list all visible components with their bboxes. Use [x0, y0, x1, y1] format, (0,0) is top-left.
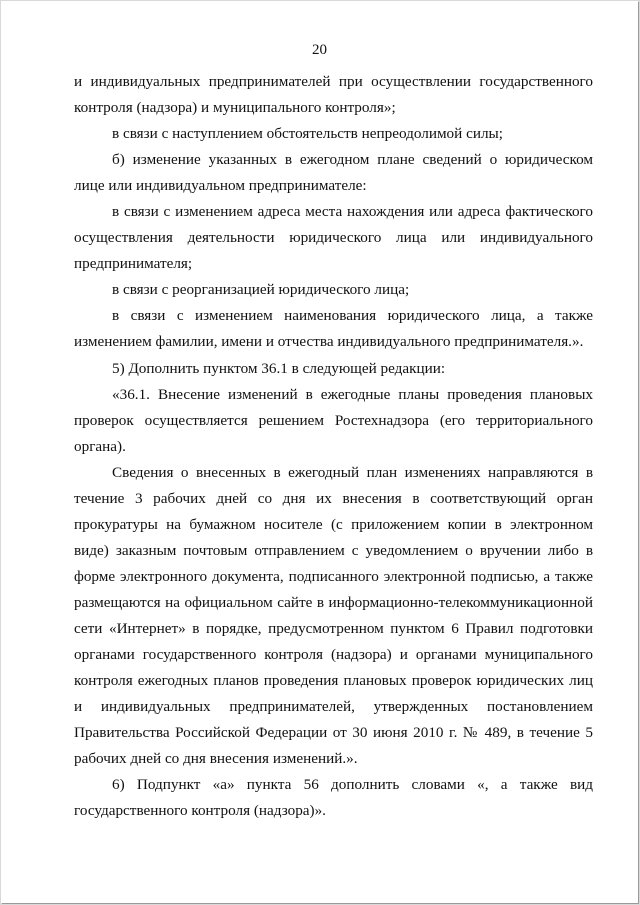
document-page — [1, 1, 638, 903]
paragraph-6: в связи с изменением наименования юридического лица, а также изменением фамилии, имени и отчества индивидуального предпринимателя.». — [74, 307, 593, 351]
document-body — [74, 69, 593, 824]
paragraph-5: в связи с реорганизацией юридического лица; — [112, 281, 410, 299]
paragraph-8: «36.1. Внесение изменений в ежегодные планы проведения плановых проверок осуществляется решением Ростехнадзора (его территориального органа). — [74, 385, 593, 455]
paragraph-10: 6) Подпункт «а» пункта 56 дополнить словами «, а также вид государственного контроля (надзора)». — [74, 775, 593, 819]
paragraph-4: в связи с изменением адреса места нахождения или адреса фактического осуществления деятельности юридического лица или индивидуального предпринимателя; — [74, 203, 593, 273]
paragraph-9: Сведения о внесенных в ежегодный план изменениях направляются в течение 3 рабочих дней со дня их внесения в соответствующий орган прокуратуры на бумажном носителе (с приложением копии в электронном виде) заказным почтовым отправлением с уведомлением о вручении либо в форме электронного документа, подписанного электронной подписью, а также размещаются на официальном сайте в информационно-телекоммуникационной сети «Интернет» в порядке, предусмотренном пунктом 6 Правил подготовки органами государственного контроля (надзора) и органами муниципального контроля ежегодных планов проведения плановых проверок юридических лиц и индивидуальных предпринимателей, утвержденных постановлением Правительства Российской Федерации от 30 июня 2010 г. № 489, в течение 5 рабочих дней со дня внесения изменений.». — [74, 463, 593, 767]
paragraph-2: в связи с наступлением обстоятельств непреодолимой силы; — [112, 125, 503, 143]
page-number: 20 — [312, 42, 327, 58]
paragraph-3: б) изменение указанных в ежегодном плане сведений о юридическом лице или индивидуальном предпринимателе: — [74, 151, 593, 195]
paragraph-1: и индивидуальных предпринимателей при осуществлении государственного контроля (надзора) и муниципального контроля»; — [74, 73, 593, 116]
paragraph-7: 5) Дополнить пунктом 36.1 в следующей редакции: — [112, 359, 446, 377]
